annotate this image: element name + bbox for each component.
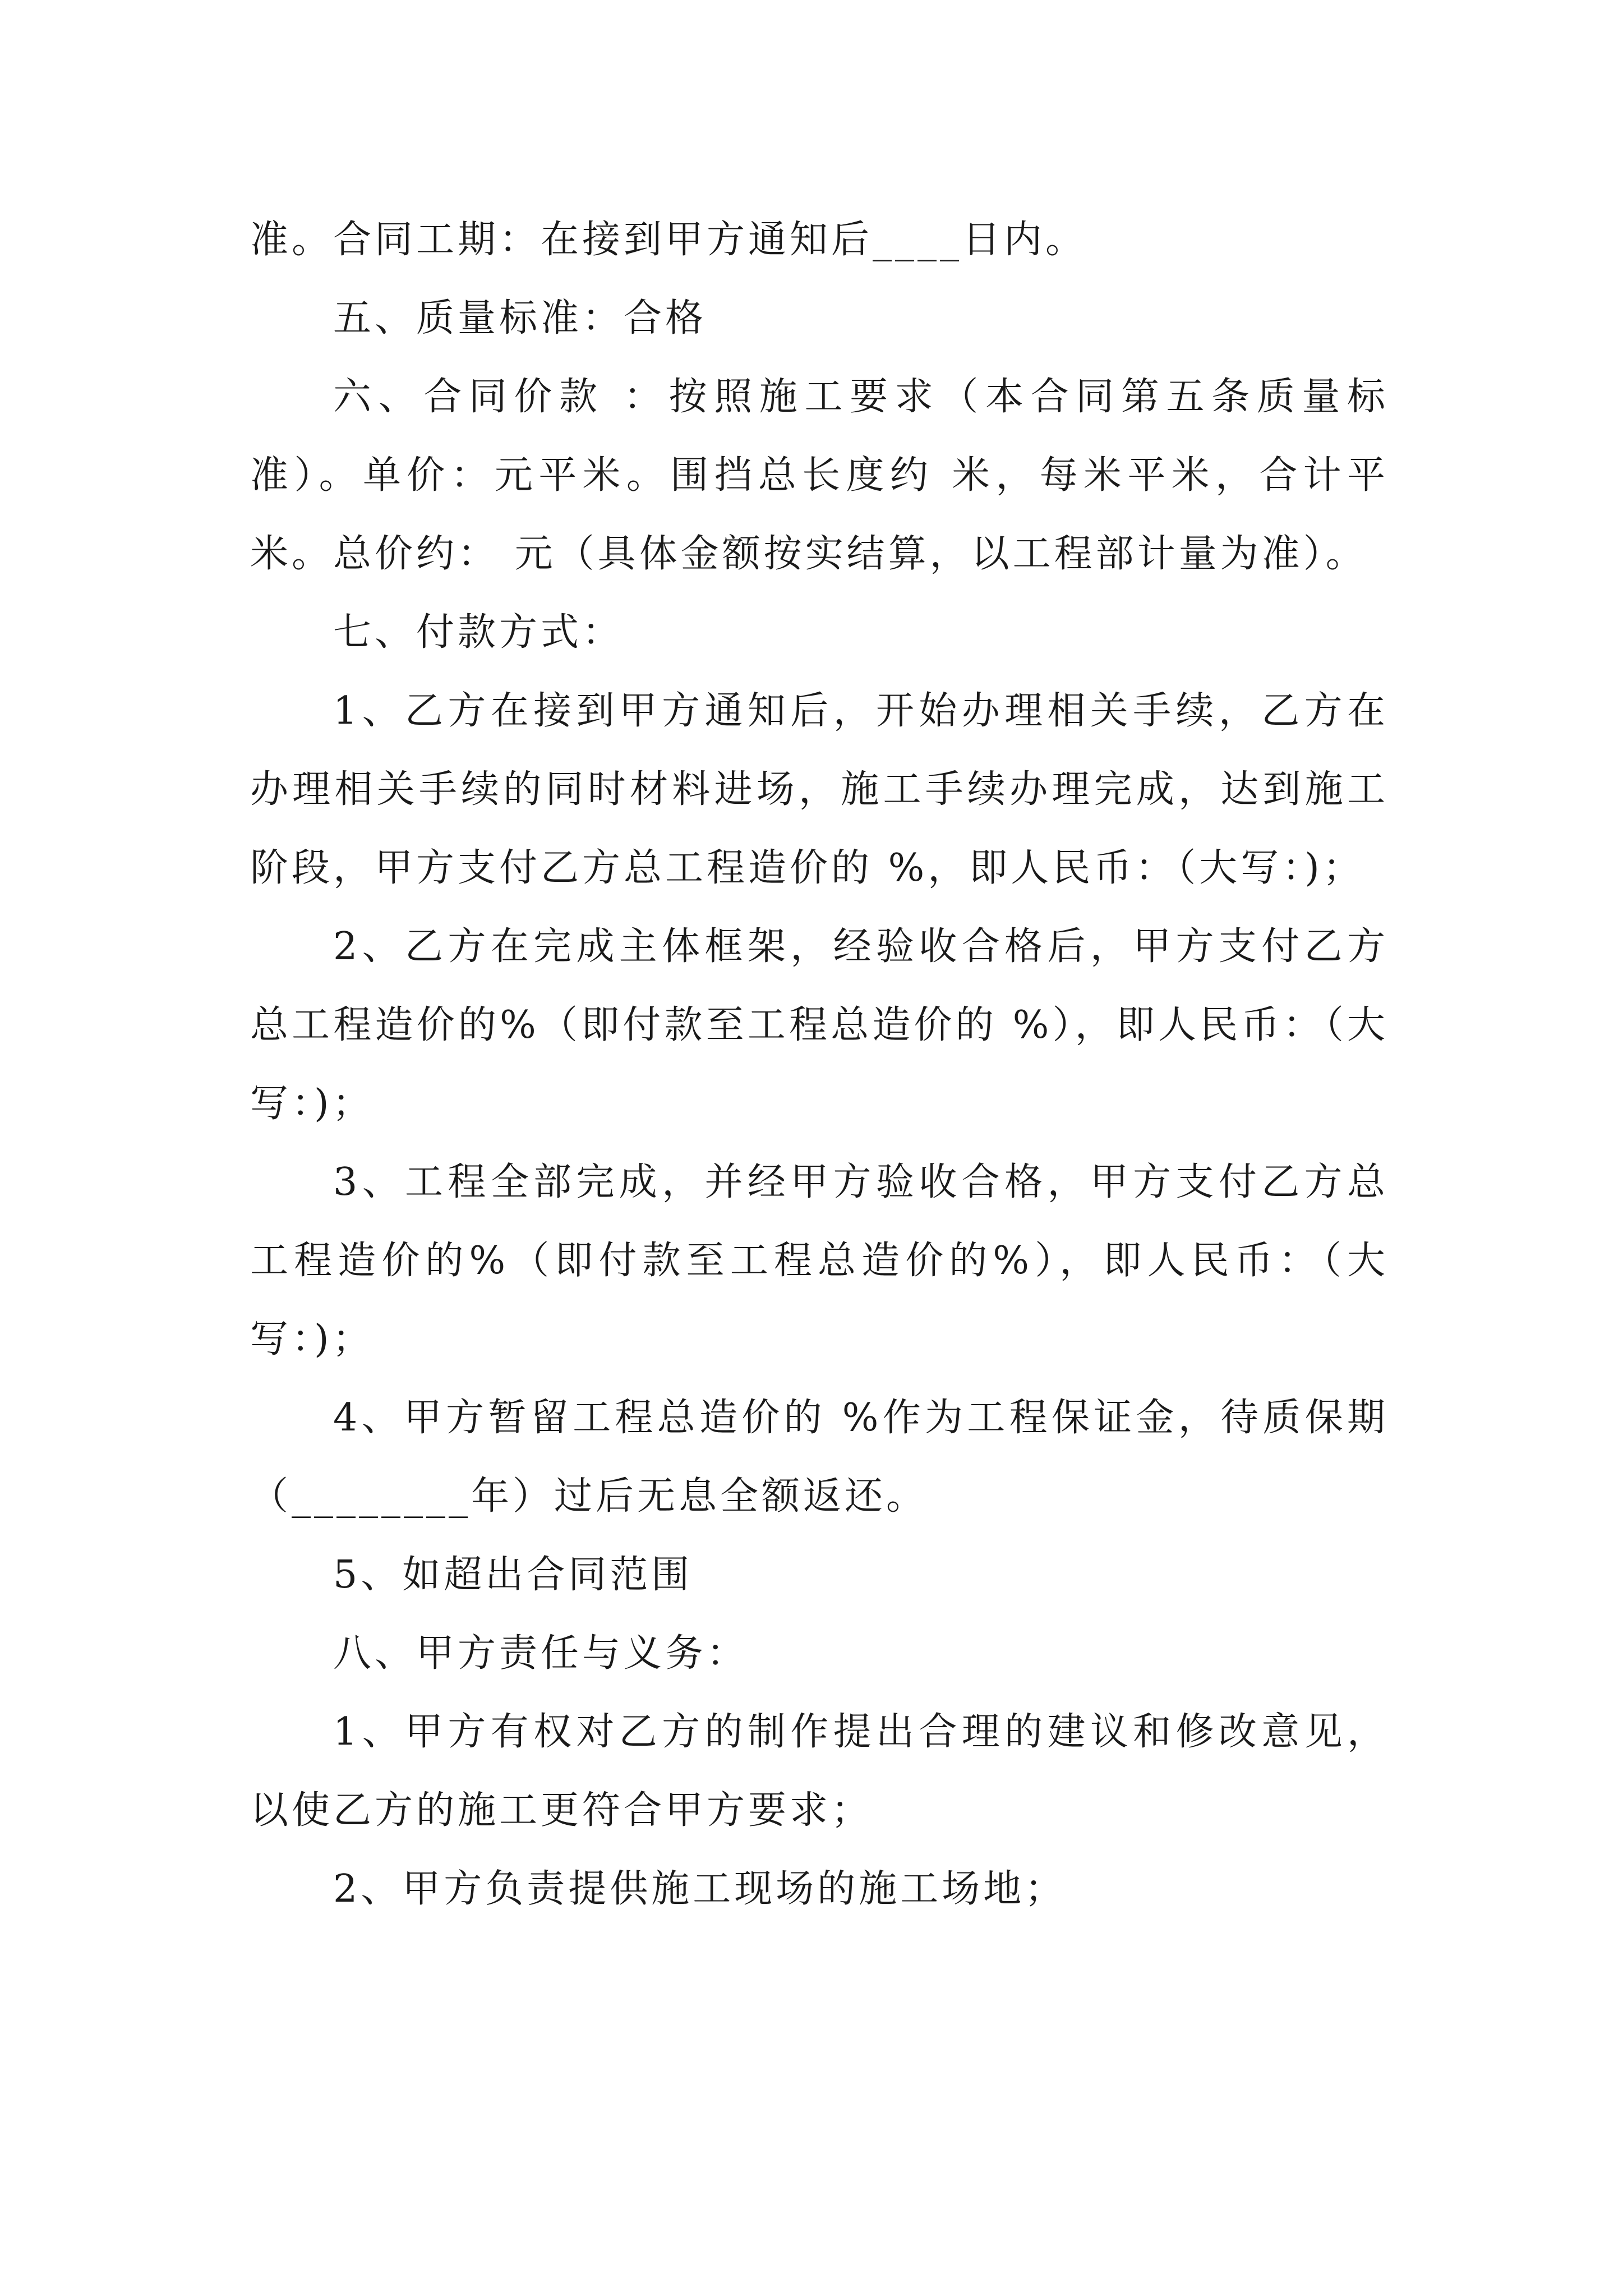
paragraph-party-a-duty-2: 2、甲方负责提供施工现场的施工场地； <box>333 1867 1067 1911</box>
paragraph-payment-method-heading: 七、付款方式： <box>333 610 624 655</box>
paragraph-contract-price: 六、合同价款 ：按照施工要求（本合同第五条质量标准）。单价：元平米。围挡总长度约 米，每米平米，合计平米。总价约： 元（具体金额按实结算，以工程部计量为准）。 <box>250 375 1389 576</box>
paragraph-payment-item-2: 2、乙方在完成主体框架，经验收合格后，甲方支付乙方总工程造价的%（即付款至工程总造价的 %），即人民币：（大写：)； <box>250 924 1389 1126</box>
paragraph-payment-item-5: 5、如超出合同范围 <box>333 1553 693 1597</box>
contract-body <box>250 201 1389 1929</box>
paragraph-payment-item-4: 4、甲方暂留工程总造价的 %作为工程保证金，待质保期（________年）过后无息全额返还。 <box>250 1396 1389 1519</box>
paragraph-duration-continuation: 准。合同工期：在接到甲方通知后____日内。 <box>250 218 1087 262</box>
paragraph-quality-standard: 五、质量标准：合格 <box>333 296 707 341</box>
paragraph-party-a-duties-heading: 八、甲方责任与义务： <box>333 1631 749 1676</box>
paragraph-payment-item-1: 1、乙方在接到甲方通知后，开始办理相关手续，乙方在办理相关手续的同时材料进场，施工手续办理完成，达到施工阶段，甲方支付乙方总工程造价的 %，即人民币：（大写：)； <box>250 689 1389 890</box>
paragraph-payment-item-3: 3、工程全部完成，并经甲方验收合格，甲方支付乙方总工程造价的%（即付款至工程总造价的%），即人民币：（大写：)； <box>250 1160 1389 1361</box>
paragraph-party-a-duty-1: 1、甲方有权对乙方的制作提出合理的建议和修改意见，以使乙方的施工更符合甲方要求； <box>250 1710 1389 1833</box>
